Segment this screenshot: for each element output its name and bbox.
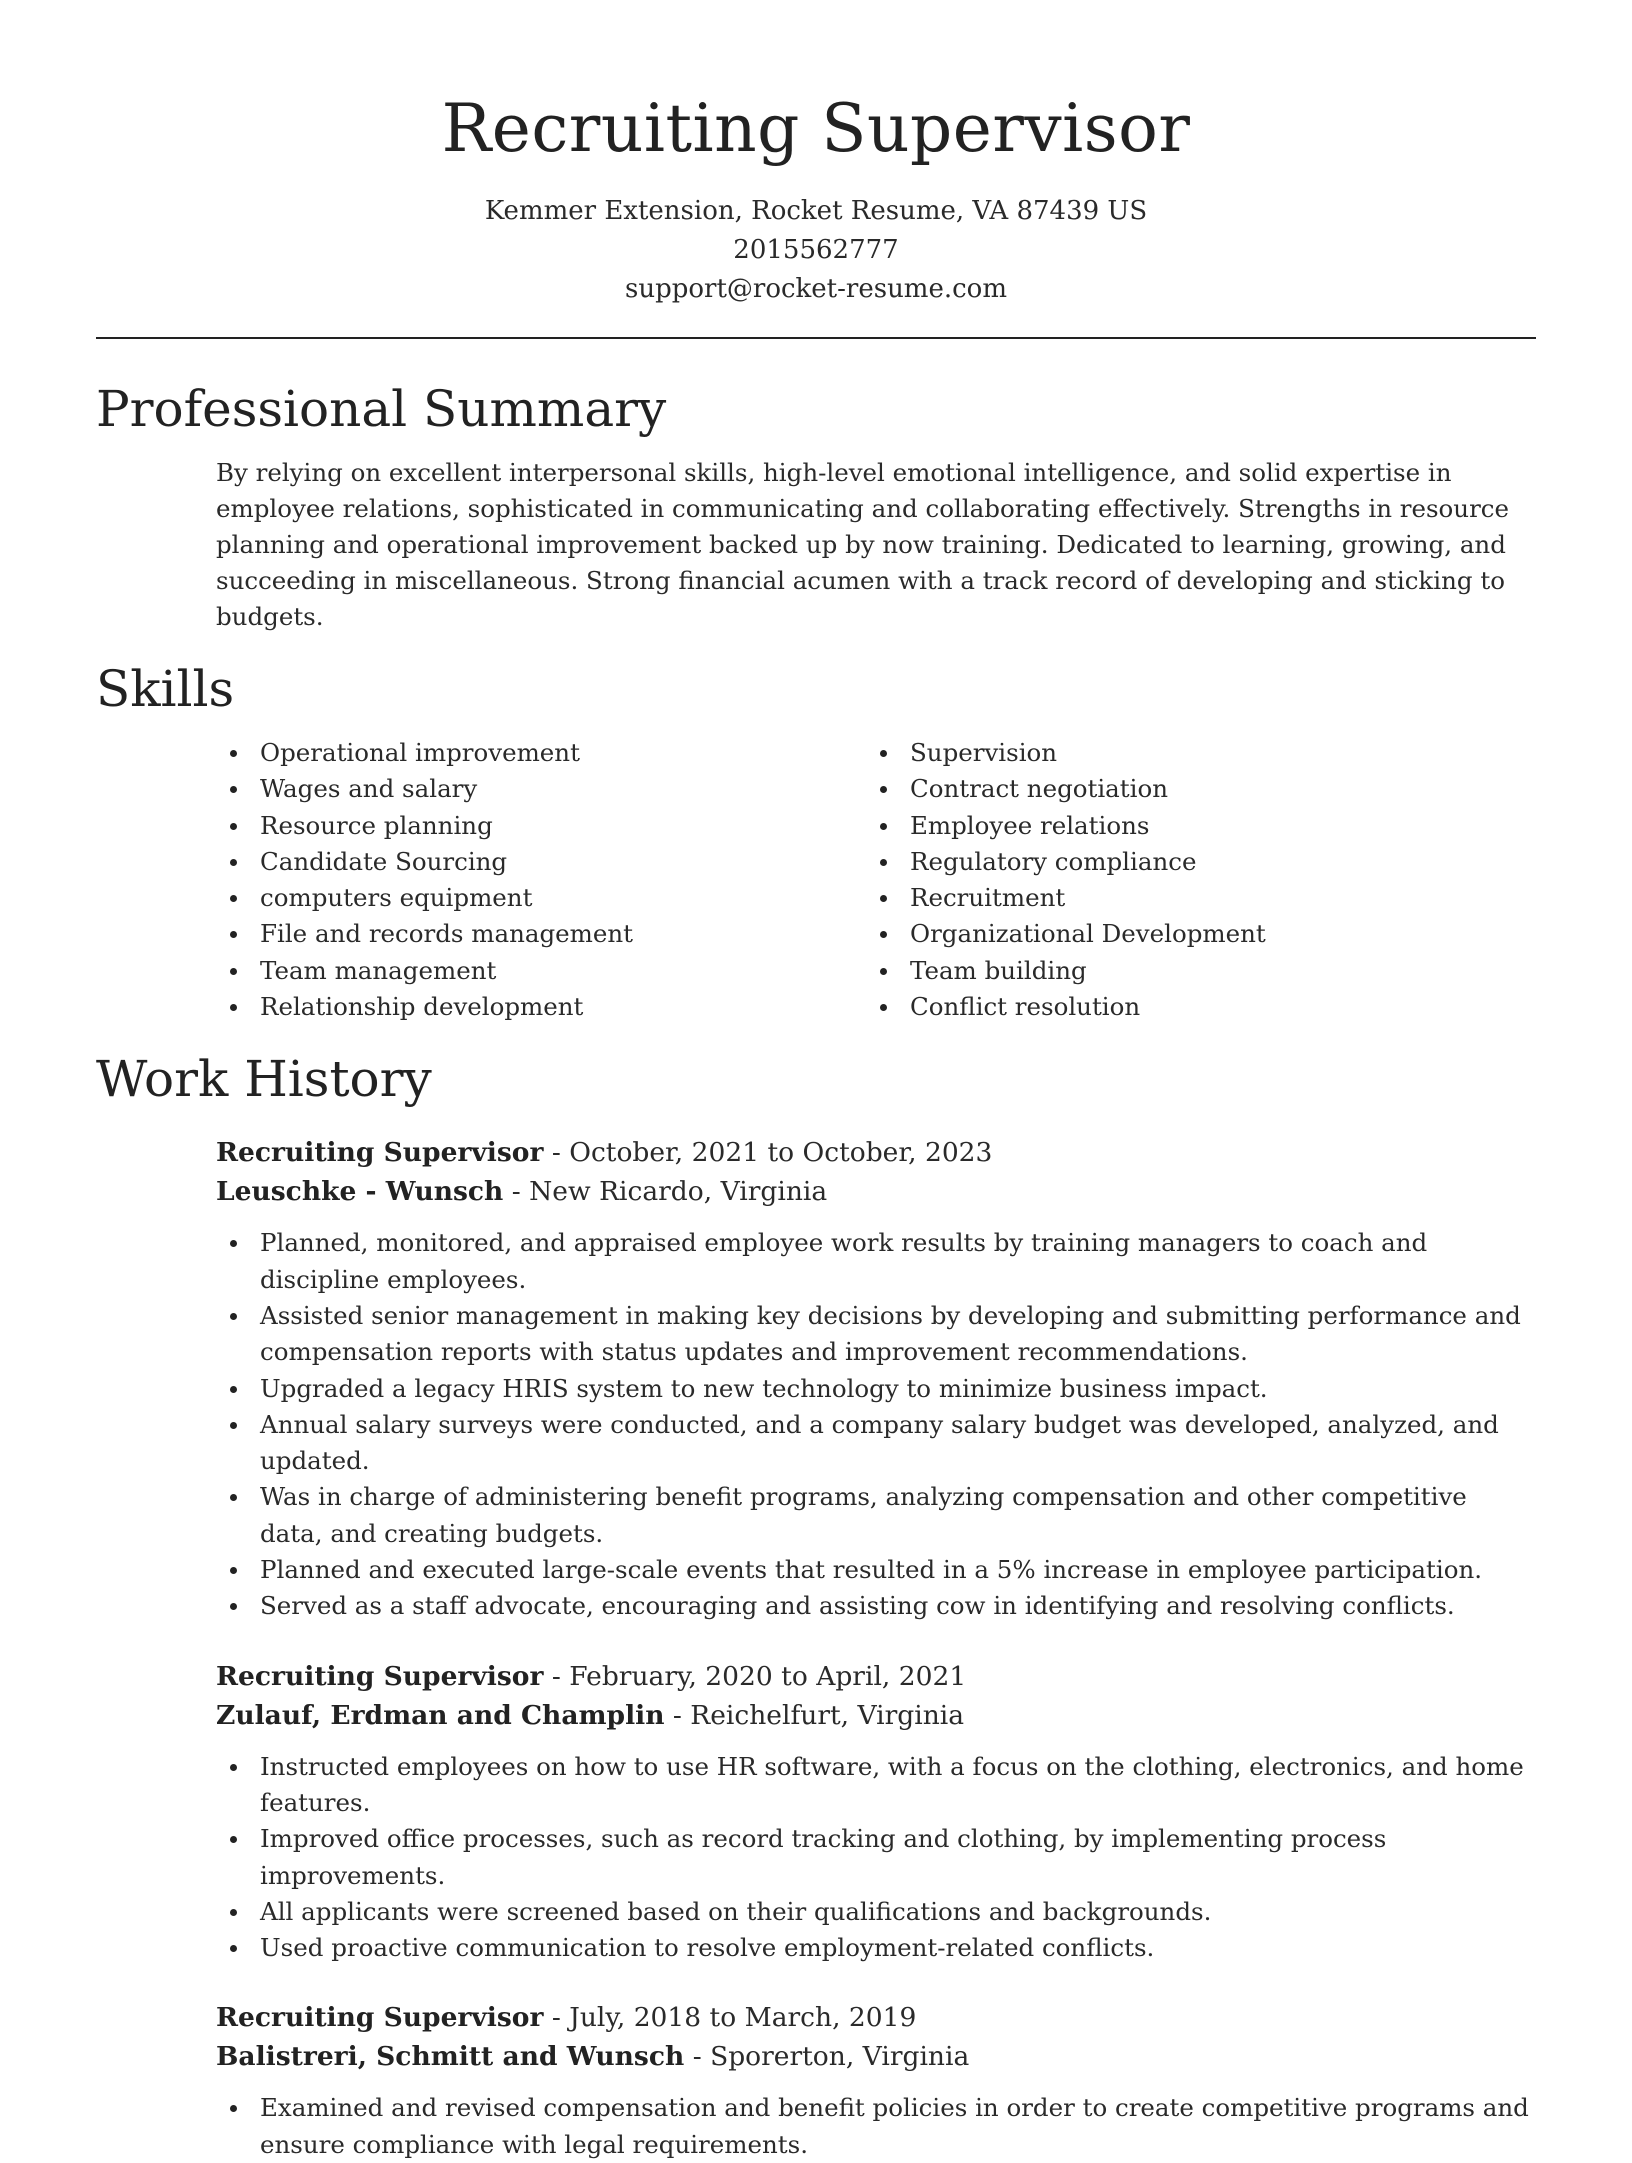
skill-item: Organizational Development [866, 916, 1516, 952]
skill-item: Resource planning [216, 808, 866, 844]
skills-heading: Skills [96, 660, 235, 718]
job-title-line [216, 1998, 1536, 2037]
skills-right-list [866, 735, 1516, 1025]
job-dates: - October, 2021 to October, 2023 [543, 1137, 993, 1169]
job-bullet: Used proactive communication to resolve employment-related conflicts. [216, 1930, 1536, 1966]
job-dates: - February, 2020 to April, 2021 [543, 1660, 967, 1692]
job-bullet: Instructed employees on how to use HR software, with a focus on the clothing, electronics, and home features. [216, 1749, 1536, 1822]
skill-item: Operational improvement [216, 735, 866, 771]
job-title-line [216, 1133, 1536, 1172]
skill-item: Employee relations [866, 808, 1516, 844]
job-bullet: Was in charge of administering benefit programs, analyzing compensation and other competitive data, and creating budgets. [216, 1479, 1536, 1552]
job-position: Recruiting Supervisor [216, 1660, 544, 1692]
contact-email: support@rocket-resume.com [624, 274, 1007, 304]
job-bullet: Planned and executed large-scale events that resulted in a 5% increase in employee participation. [216, 1552, 1536, 1588]
skills-columns [216, 735, 1536, 1025]
job-company-line [216, 1172, 1536, 1211]
job-entry [216, 1998, 1536, 2163]
skill-item: computers equipment [216, 880, 866, 916]
header-divider [96, 337, 1536, 339]
contact-phone: 2015562777 [733, 235, 899, 265]
skill-item: Supervision [866, 735, 1516, 771]
skills-left-list [216, 735, 866, 1025]
job-bullets [216, 2090, 1536, 2163]
skill-item: Relationship development [216, 989, 866, 1025]
job-bullet: Improved office processes, such as record tracking and clothing, by implementing process improvements. [216, 1821, 1536, 1894]
job-dates: - July, 2018 to March, 2019 [543, 2002, 917, 2034]
skill-item: Candidate Sourcing [216, 844, 866, 880]
skill-item: Recruitment [866, 880, 1516, 916]
job-bullet: Examined and revised compensation and benefit policies in order to create competitive programs and ensure compliance with legal requirements. [216, 2090, 1536, 2163]
skill-item: File and records management [216, 916, 866, 952]
summary-paragraph: By relying on excellent interpersonal skills, high-level emotional intelligence, and solid expertise in employee relations, sophisticated in communicating and collaborating effectively. Strengths in resource planning and operational improvement backed up by now training. Dedicated to learning, growing, and succeeding in miscellaneous. Strong financial acumen with a track record of developing and sticking to budgets. [216, 458, 1510, 631]
job-title-line [216, 1657, 1536, 1696]
skill-item: Wages and salary [216, 771, 866, 807]
job-company: Leuschke - Wunsch [216, 1176, 504, 1208]
candidate-title: Recruiting Supervisor [441, 90, 1191, 167]
job-bullet: Upgraded a legacy HRIS system to new technology to minimize business impact. [216, 1371, 1536, 1407]
skill-item: Conflict resolution [866, 989, 1516, 1025]
job-bullet: Assisted senior management in making key decisions by developing and submitting performance and compensation reports with status updates and improvement recommendations. [216, 1298, 1536, 1371]
job-bullet: Planned, monitored, and appraised employee work results by training managers to coach and discipline employees. [216, 1225, 1536, 1298]
job-location: - New Ricardo, Virginia [503, 1176, 828, 1208]
job-bullets [216, 1225, 1536, 1624]
skill-item: Team management [216, 953, 866, 989]
skill-item: Regulatory compliance [866, 844, 1516, 880]
contact-address: Kemmer Extension, Rocket Resume, VA 87439 US [484, 196, 1148, 226]
job-bullets [216, 1749, 1536, 1967]
skill-item: Team building [866, 953, 1516, 989]
skill-item: Contract negotiation [866, 771, 1516, 807]
job-location: - Reichelfurt, Virginia [664, 1699, 965, 1731]
summary-heading: Professional Summary [96, 380, 667, 438]
job-position: Recruiting Supervisor [216, 2002, 544, 2034]
job-position: Recruiting Supervisor [216, 1137, 544, 1169]
job-bullet: Served as a staff advocate, encouraging and assisting cow in identifying and resolving conflicts. [216, 1588, 1536, 1624]
job-entry [216, 1657, 1536, 1967]
job-entry [216, 1133, 1536, 1624]
job-company-line [216, 2037, 1536, 2076]
job-bullet: All applicants were screened based on their qualifications and backgrounds. [216, 1894, 1536, 1930]
job-bullet: Annual salary surveys were conducted, and a company salary budget was developed, analyzed, and updated. [216, 1407, 1536, 1480]
job-company: Zulauf, Erdman and Champlin [216, 1699, 665, 1731]
job-company: Balistreri, Schmitt and Wunsch [216, 2041, 685, 2073]
job-location: - Sporerton, Virginia [684, 2041, 970, 2073]
contact-block [96, 192, 1536, 309]
resume-page [96, 0, 1536, 2159]
work-history-heading: Work History [96, 1050, 432, 1109]
job-company-line [216, 1696, 1536, 1735]
resume-header [96, 0, 1536, 309]
